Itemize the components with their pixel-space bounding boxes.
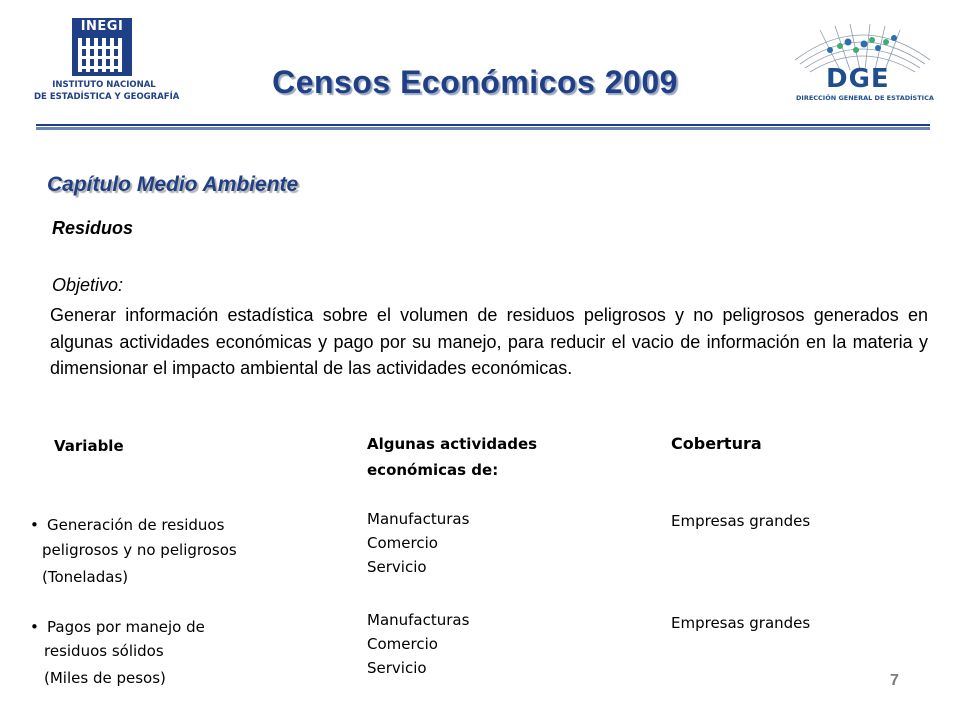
- cobertura-column-header: Cobertura: [671, 434, 762, 453]
- table-row-cobertura: Empresas grandes: [671, 614, 811, 632]
- bullet-icon: •: [30, 516, 39, 534]
- table-row-variable: [30, 513, 330, 593]
- variable-line: residuos sólidos: [44, 642, 164, 660]
- objective-text: Generar información estadística sobre el volumen de residuos peligrosos y no peligrosos generados en algunas actividades económicas y pago por su manejo, para reducir el vacio de información en la materia y dimensionar el impacto ambiental de las actividades económicas.: [50, 305, 928, 378]
- variable-column-header: Variable: [54, 437, 124, 455]
- actividades-column-header: [367, 431, 537, 483]
- table-row-actividades: [367, 507, 469, 579]
- chapter-title: Capítulo Medio Ambiente: [47, 173, 299, 196]
- actividades-header-line1: Algunas actividades: [367, 435, 538, 453]
- dge-logo-subtitle: DIRECCIÓN GENERAL DE ESTADÍSTICA: [796, 94, 934, 102]
- variable-line: Generación de residuos: [47, 516, 225, 534]
- table-row-cobertura: Empresas grandes: [671, 512, 811, 530]
- inegi-logo: [34, 18, 180, 104]
- actividad-item: Servicio: [367, 659, 427, 677]
- variable-line: (Toneladas): [42, 568, 129, 586]
- actividad-item: Comercio: [367, 534, 438, 552]
- variable-line: peligrosos y no peligrosos: [42, 541, 237, 559]
- dge-logo-word: DGE: [826, 64, 890, 94]
- inegi-grid-icon: [75, 36, 129, 74]
- dge-logo: [790, 20, 935, 110]
- table-row-variable: [30, 615, 330, 695]
- table-row-actividades: [367, 608, 469, 680]
- actividad-item: Comercio: [367, 635, 438, 653]
- actividad-item: Manufacturas: [367, 611, 470, 629]
- page-title: Censos Económicos 2009: [272, 64, 678, 100]
- page-number: 7: [890, 672, 899, 689]
- actividad-item: Servicio: [367, 558, 427, 576]
- bullet-icon: •: [30, 618, 39, 636]
- header-separator: [36, 124, 930, 130]
- inegi-logo-line2: DE ESTADÍSTICA Y GEOGRAFÍA: [34, 92, 180, 102]
- variable-line: Pagos por manejo de: [47, 618, 205, 636]
- objective-label: Objetivo:: [52, 275, 124, 295]
- inegi-logo-word: INEGI: [80, 19, 124, 34]
- variable-line: (Miles de pesos): [44, 669, 166, 687]
- section-title: Residuos: [52, 218, 134, 238]
- actividad-item: Manufacturas: [367, 510, 470, 528]
- inegi-logo-line1: INSTITUTO NACIONAL: [52, 80, 156, 90]
- actividades-header-line2: económicas de:: [367, 461, 499, 479]
